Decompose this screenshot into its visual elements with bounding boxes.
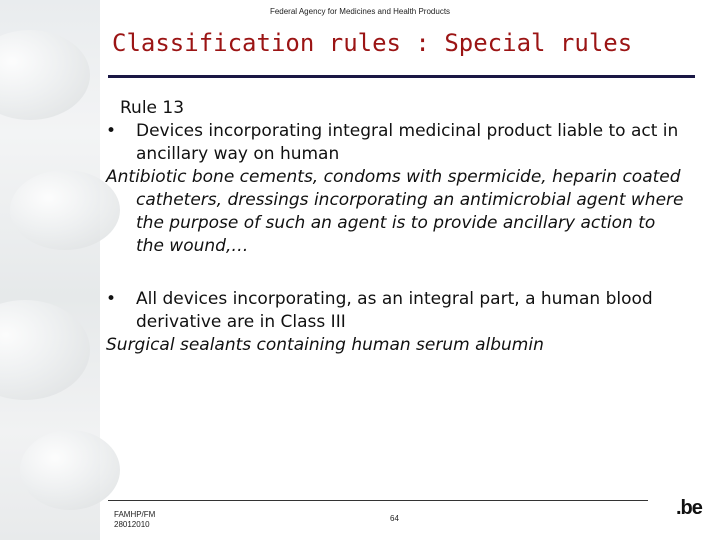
slide-content	[106, 97, 686, 357]
decorative-pill-background	[0, 0, 100, 540]
title-divider	[108, 75, 695, 78]
page-number: 64	[390, 514, 399, 523]
bullet-symbol: •	[106, 289, 117, 309]
example-text: Antibiotic bone cements, condoms with spermicide, heparin coated catheters, dressings incorporating an antimicrobial agent where the purpose of such an agent is to provide ancillary action to the wound,…	[106, 167, 684, 256]
pill-image	[0, 30, 90, 120]
bullet-text: All devices incorporating, as an integral part, a human blood derivative are in Class III	[136, 289, 653, 332]
bullet-text: Devices incorporating integral medicinal product liable to act in ancillary way on human	[136, 121, 679, 164]
bullet-item	[106, 288, 686, 334]
footer-org-name: FAMHP/FM	[114, 510, 156, 519]
footer-divider	[108, 500, 648, 501]
be-logo: .be	[676, 497, 702, 519]
footer-org	[114, 510, 155, 530]
pill-image	[10, 170, 120, 250]
footer-date: 28012010	[114, 520, 150, 529]
spacer	[106, 258, 686, 288]
example-text: Surgical sealants containing human serum albumin	[106, 335, 544, 355]
bullet-symbol: •	[106, 121, 117, 141]
rule-heading: Rule 13	[120, 98, 185, 118]
slide-title: Classification rules : Special rules	[112, 29, 633, 57]
pill-image	[20, 430, 120, 510]
pill-image	[0, 300, 90, 400]
agency-header: Federal Agency for Medicines and Health Products	[269, 7, 451, 16]
bullet-item	[106, 120, 686, 166]
